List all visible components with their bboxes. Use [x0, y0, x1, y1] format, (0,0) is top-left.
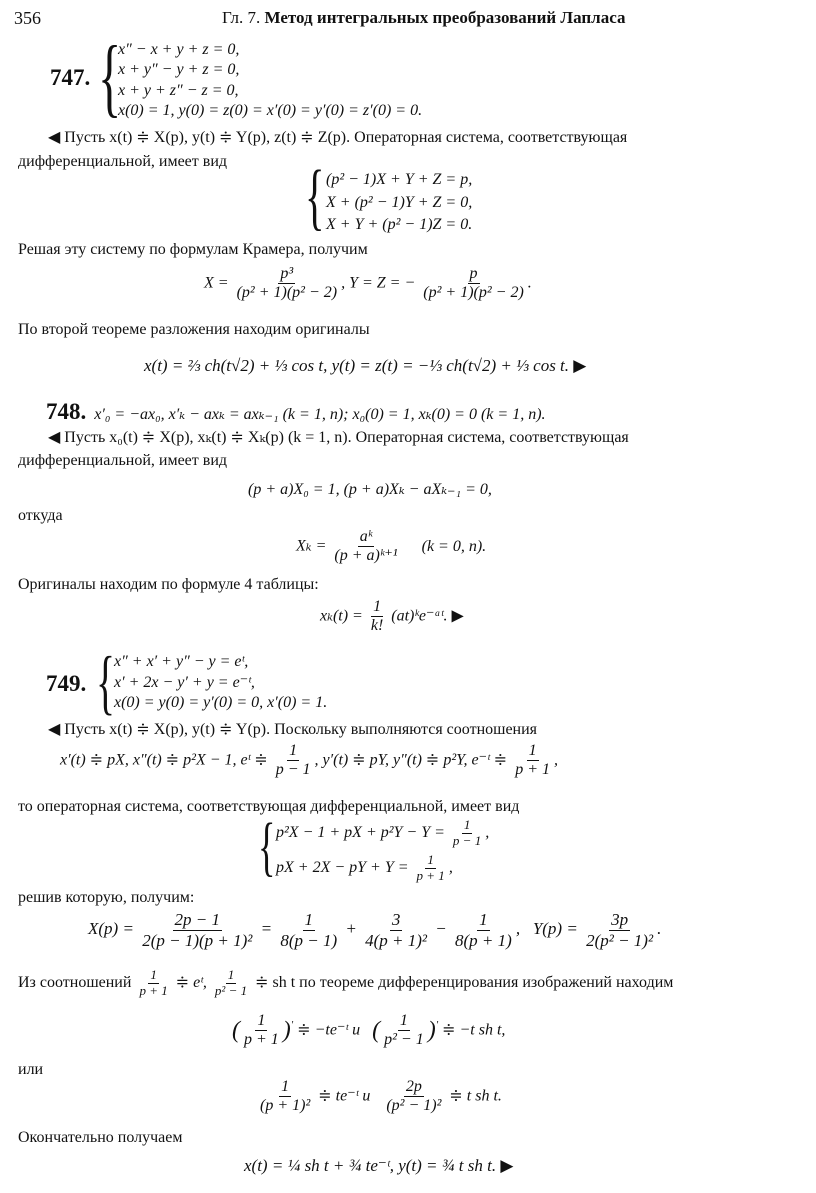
deriv-a: ≑ −te⁻ᵗ и	[297, 1021, 361, 1039]
deriv-b: ≑ −t sh t,	[442, 1021, 506, 1039]
Xk-range: (k = 0, n).	[421, 537, 487, 555]
fraction	[242, 1012, 281, 1050]
final-text: Окончательно получаем	[18, 1129, 183, 1146]
operator-equation: X + (p² − 1)Y + Z = 0,	[326, 194, 473, 211]
denominator: 4(p + 1)²	[365, 930, 428, 950]
Xp-lhs: X(p) =	[88, 918, 134, 938]
numerator: 1	[398, 1012, 410, 1031]
numerator: 1	[227, 967, 235, 982]
denominator: p² − 1	[384, 1031, 424, 1049]
fraction	[332, 528, 399, 566]
numerator: 1	[304, 910, 313, 929]
X-lhs: X =	[204, 274, 229, 292]
theorem-text: По второй теореме разложения находим оригиналы	[18, 321, 370, 338]
system-brace: {	[305, 156, 325, 238]
initial-conditions: x(0) = 1, y(0) = z(0) = x′(0) = y′(0) = z′(0) = 0.	[118, 102, 423, 119]
fraction	[274, 742, 313, 780]
numerator: p	[468, 265, 480, 284]
final-answer: x(t) = ¼ sh t + ¾ te⁻ᵗ, y(t) = ¾ t sh t. ▶	[244, 1156, 514, 1175]
problem-748-number: 748.	[46, 399, 87, 424]
problem-749-number: 749.	[46, 671, 87, 696]
Xk-lhs: Xₖ =	[296, 537, 327, 555]
numerator: 1	[279, 1078, 291, 1097]
fraction	[213, 968, 249, 999]
solved-text: решив которую, получим:	[18, 889, 195, 906]
initial-conditions: x(0) = y(0) = y′(0) = 0, x′(0) = 1.	[114, 694, 328, 711]
solution-intro-cont: дифференциальной, имеет вид	[18, 153, 228, 170]
fraction	[513, 742, 552, 780]
numerator: 1	[287, 742, 299, 761]
relations-b: , y′(t) ≑ pY, y″(t) ≑ p²Y, e⁻ᵗ ≑	[314, 751, 508, 769]
denominator: p + 1	[515, 761, 550, 779]
fraction	[137, 968, 169, 999]
fraction	[451, 818, 483, 849]
fraction	[278, 910, 339, 950]
equation: x″ + x′ + y″ − y = eᵗ,	[114, 653, 249, 670]
equation-lhs: p²X − 1 + pX + p²Y − Y =	[276, 824, 445, 842]
solution-intro: ◀ Пусть x(t) ≑ X(p), y(t) ≑ Y(p), z(t) ≑ Z(p). Операторная система, соответствующая	[48, 129, 628, 146]
denominator: 2(p − 1)(p + 1)²	[142, 930, 253, 950]
Xk-formula	[296, 528, 486, 566]
Yp-lhs: Y(p) =	[532, 918, 578, 938]
system-brace: {	[98, 29, 122, 126]
operator-system: (p + a)X₀ = 1, (p + a)Xₖ − aXₖ₋₁ = 0,	[248, 481, 492, 498]
numerator: aᵏ	[358, 528, 375, 547]
equation-lhs: pX + 2X − pY + Y =	[276, 859, 409, 877]
whence-text: откуда	[18, 507, 63, 524]
fraction	[235, 265, 340, 303]
fraction	[382, 1012, 426, 1050]
denominator: (p² + 1)(p² − 2)	[236, 284, 338, 302]
statement: x′₀ = −ax₀, x′ₖ − axₖ = axₖ₋₁ (k = 1, n); x₀(0) = 1, xₖ(0) = 0 (k = 1, n).	[94, 406, 546, 423]
fraction	[258, 1078, 312, 1116]
relations-line	[18, 968, 673, 999]
fraction	[369, 598, 385, 636]
fraction	[584, 910, 655, 950]
denominator: 8(p + 1)	[455, 930, 512, 950]
denominator: (p² − 1)²	[386, 1097, 442, 1115]
cramer-text: Решая эту систему по формулам Крамера, получим	[18, 241, 368, 258]
fraction	[421, 265, 526, 303]
operator-equation: (p² − 1)X + Y + Z = p,	[326, 171, 473, 188]
denominator: (p² + 1)(p² − 2)	[423, 284, 524, 302]
YZ-lhs: , Y = Z = −	[341, 274, 416, 292]
denominator: (p + 1)²	[260, 1097, 311, 1115]
fraction	[140, 910, 254, 950]
xk-rhs: (at)ᵏe⁻ᵃᵗ. ▶	[391, 607, 464, 625]
denominator: p + 1	[416, 867, 445, 883]
solution-intro: ◀ Пусть x(t) ≑ X(p), y(t) ≑ Y(p). Поскольку выполняются соотношения	[48, 721, 538, 738]
numerator: 1	[150, 967, 157, 982]
denominator: p² − 1	[214, 982, 248, 998]
solution-intro: ◀ Пусть x₀(t) ≑ X(p), xₖ(t) ≑ Xₖ(p) (k = 1, n). Операторная система, соответствующая	[48, 429, 629, 446]
equation: x + y″ − y + z = 0,	[118, 61, 240, 78]
from-text: Из соотношений	[18, 974, 132, 992]
from-a: ≑ eᵗ,	[175, 974, 207, 992]
from-b: ≑ sh t по теореме дифференцирования изображений находим	[255, 974, 674, 992]
numerator: 1	[255, 1012, 267, 1031]
equation: x + y + z″ − z = 0,	[118, 82, 239, 99]
problem-747-number: 747.	[50, 65, 91, 90]
image-relations	[256, 1078, 502, 1116]
relations: x′(t) ≑ pX, x″(t) ≑ p²X − 1, eᵗ ≑ $\frac{1}{p - 1}$ , y′(t) ≑ pY, y″(t) ≑ p²Y, e⁻ᵗ ≑ $\frac{1}{p + 1}$ ,	[60, 742, 558, 779]
fraction	[363, 910, 429, 950]
xk-formula	[320, 598, 464, 636]
equation: x″ − x + y + z = 0,	[118, 41, 240, 58]
problem-748	[46, 398, 546, 426]
derivative-relations: ( $\frac{1}{p + 1}$ )′ ≑ −te⁻ᵗ и ( $\frac{1}{\text{p² − 1}}$ )′ ≑ −t sh t,	[232, 1012, 506, 1049]
operator-system-text: то операторная система, соответствующая дифференциальной, имеет вид	[18, 798, 520, 815]
numerator: 2p − 1	[174, 910, 221, 929]
operator-equation: p²X − 1 + pX + p²Y − Y = $\frac{1}{p - 1}$ ,	[276, 817, 490, 848]
denominator: p + 1	[139, 982, 168, 998]
numerator: 1	[527, 742, 539, 761]
denominator: p + 1	[244, 1031, 279, 1049]
numerator: 2p	[404, 1078, 424, 1097]
f-b-rhs: ≑ t sh t.	[449, 1087, 502, 1105]
page-number: 356	[14, 8, 41, 28]
relations-a: x′(t) ≑ pX, x″(t) ≑ p²X − 1, eᵗ ≑	[60, 751, 268, 769]
fraction	[384, 1078, 443, 1116]
solution-X-Y: X(p) = $\frac{2p - 1}{\text{2(p − 1)(p + 1)²}}$ = $\frac{1}{8(p - 1)}$ + $\frac{3}{\text{4(p + 1)²}}$ − $\frac{1}{8(p + 1)}$ , Y(p) = $\frac{3p}{\text{2(p² − 1)²}}$ .	[88, 910, 662, 950]
running-head	[222, 8, 625, 28]
operator-equation: pX + 2X − pY + Y = $\frac{1}{p + 1}$ ,	[276, 852, 453, 883]
solution-intro-cont: дифференциальной, имеет вид	[18, 452, 228, 469]
denominator: (p + a)ᵏ⁺¹	[334, 547, 398, 565]
table-text: Оригиналы находим по формуле 4 таблицы:	[18, 576, 319, 593]
system-brace: {	[96, 642, 116, 722]
numerator: p³	[278, 265, 295, 284]
denominator: k!	[370, 617, 384, 635]
numerator: 1	[479, 910, 488, 929]
system-brace: {	[258, 810, 276, 883]
chapter-label: Гл. 7.	[222, 8, 265, 27]
denominator: 2(p² − 1)²	[586, 930, 654, 950]
denominator: p − 1	[275, 761, 311, 779]
cramer-result: X = $\frac{\text{p³}}{\text{(p² + 1)(p² − 2)}}$ , Y = Z = − $\frac{p}{\text{(p² + 1)(p² − 2)}}$ .	[204, 265, 532, 302]
equation: x′ + 2x − y′ + y = e⁻ᵗ,	[114, 674, 255, 691]
numerator: 3	[391, 910, 401, 929]
originals: x(t) = ⅔ ch(t√2) + ⅓ cos t, y(t) = z(t) = −⅓ ch(t√2) + ⅓ cos t. ▶	[144, 356, 587, 375]
numerator: 3p	[611, 910, 629, 929]
fraction	[453, 910, 514, 950]
numerator: 1	[463, 817, 471, 832]
chapter-title: Метод интегральных преобразований Лапласа	[264, 8, 626, 27]
fraction	[415, 853, 447, 884]
or-text: или	[18, 1061, 44, 1078]
operator-equation: X + Y + (p² − 1)Z = 0.	[326, 216, 473, 233]
denominator: 8(p − 1)	[280, 930, 338, 950]
xk-lhs: xₖ(t) =	[320, 607, 363, 625]
f-a-rhs: ≑ te⁻ᵗ и	[318, 1087, 371, 1105]
denominator: p − 1	[452, 832, 482, 848]
numerator: 1	[427, 852, 434, 867]
numerator: 1	[371, 598, 383, 617]
